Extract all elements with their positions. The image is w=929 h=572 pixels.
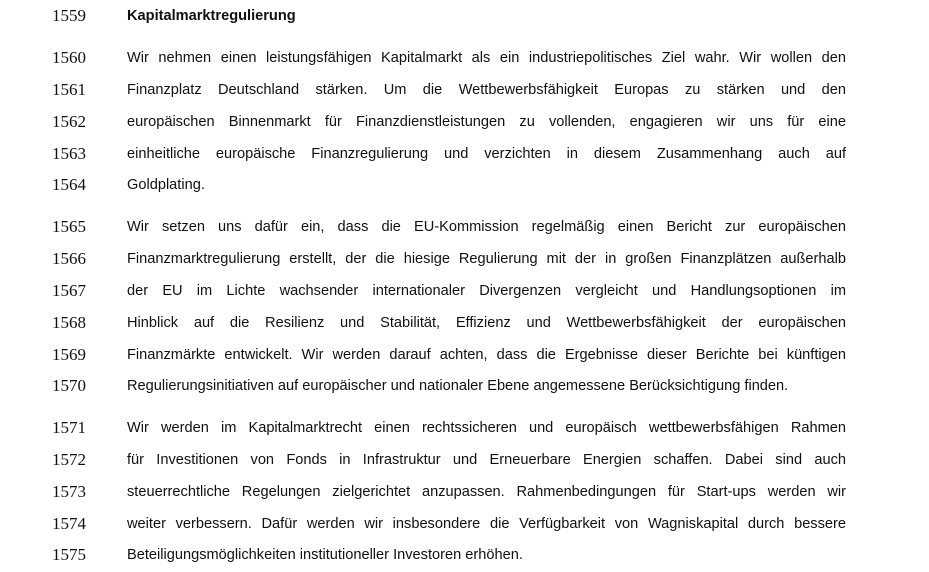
line-text: einheitliche europäische Finanzregulierung und verzichten in diesem Zusammenhang auch auf	[127, 146, 846, 162]
text-line	[0, 279, 929, 303]
line-text: Finanzmarktregulierung erstellt, der die hiesige Regulierung mit der in großen Finanzplätzen außerhalb	[127, 251, 846, 267]
text-line	[0, 416, 929, 440]
text-line	[0, 173, 929, 197]
line-text: weiter verbessern. Dafür werden wir insbesondere die Verfügbarkeit von Wagniskapital durch bessere	[127, 516, 846, 532]
line-number: 1571	[52, 418, 86, 437]
text-line	[0, 110, 929, 134]
line-number: 1564	[52, 175, 86, 194]
line-text: Wir werden im Kapitalmarktrecht einen rechtssicheren und europäisch wettbewerbsfähigen Rahmen	[127, 420, 846, 436]
text-line	[0, 480, 929, 504]
text-line	[0, 247, 929, 271]
line-number: 1565	[52, 217, 86, 236]
line-text: europäischen Binnenmarkt für Finanzdienstleistungen zu vollenden, engagieren wir uns für eine	[127, 114, 846, 130]
line-text: Beteiligungsmöglichkeiten institutioneller Investoren erhöhen.	[127, 547, 523, 563]
line-number: 1572	[52, 450, 86, 469]
line-number: 1560	[52, 48, 86, 67]
text-line	[0, 512, 929, 536]
line-number: 1568	[52, 313, 86, 332]
line-text: Finanzplatz Deutschland stärken. Um die Wettbewerbsfähigkeit Europas zu stärken und den	[127, 82, 846, 98]
line-number: 1569	[52, 345, 86, 364]
text-line	[0, 46, 929, 70]
line-text: Goldplating.	[127, 177, 205, 193]
line-number: 1563	[52, 144, 86, 163]
line-number: 1566	[52, 249, 86, 268]
line-text: der EU im Lichte wachsender internationaler Divergenzen vergleicht und Handlungsoptionen im	[127, 283, 846, 299]
text-line	[0, 311, 929, 335]
text-line	[0, 142, 929, 166]
text-line	[0, 343, 929, 367]
line-text: Regulierungsinitiativen auf europäischer und nationaler Ebene angemessene Berücksichtigung finden.	[127, 378, 789, 394]
line-text: Finanzmärkte entwickelt. Wir werden darauf achten, dass die Ergebnisse dieser Berichte bei künftigen	[127, 347, 846, 363]
section-heading: Kapitalmarktregulierung	[127, 8, 296, 24]
line-text: Wir nehmen einen leistungsfähigen Kapitalmarkt als ein industriepolitisches Ziel wahr. Wir wollen den	[127, 50, 846, 66]
line-text: steuerrechtliche Regelungen zielgerichtet anzupassen. Rahmenbedingungen für Start-ups werden wir	[127, 484, 846, 500]
text-line	[0, 215, 929, 239]
text-line	[0, 543, 929, 567]
heading-line	[0, 4, 929, 28]
line-text: Wir setzen uns dafür ein, dass die EU-Kommission regelmäßig einen Bericht zur europäischen	[127, 219, 846, 235]
line-text: für Investitionen von Fonds in Infrastruktur und Erneuerbare Energien schaffen. Dabei sind auch	[127, 452, 846, 468]
text-line	[0, 448, 929, 472]
text-line	[0, 374, 929, 398]
line-number: 1570	[52, 376, 86, 395]
line-text: Hinblick auf die Resilienz und Stabilität, Effizienz und Wettbewerbsfähigkeit der europäischen	[127, 315, 846, 331]
line-number: 1574	[52, 514, 86, 533]
text-line	[0, 78, 929, 102]
line-number: 1561	[52, 80, 86, 99]
line-number: 1573	[52, 482, 86, 501]
line-number: 1575	[52, 545, 86, 564]
line-number: 1562	[52, 112, 86, 131]
line-number: 1567	[52, 281, 86, 300]
line-number: 1559	[52, 6, 86, 25]
